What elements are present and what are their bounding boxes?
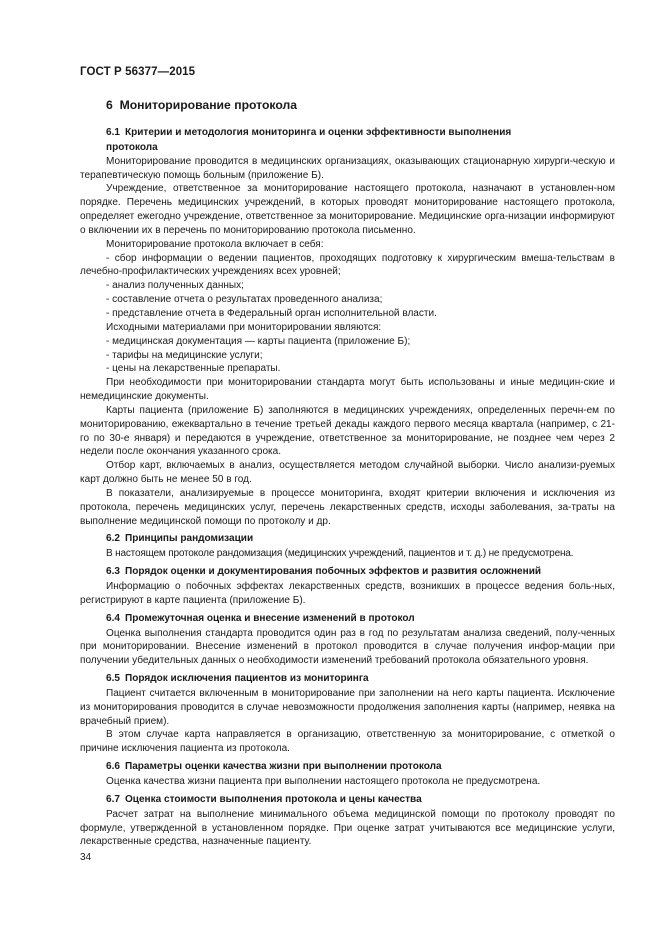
subsection-number: 6.7 — [106, 793, 120, 805]
subsection-title-line2: протокола — [106, 141, 158, 153]
list-item: - составление отчета о результатах проведенного анализа; — [106, 294, 383, 306]
document-body — [80, 98, 615, 849]
subsection-heading-6-1 — [80, 126, 615, 140]
paragraph: Информацию о побочных эффектах лекарственных средств, возникших в процессе ведения боль-ных, регистрируют в карте пациента (приложение Б). — [80, 581, 615, 606]
subsection-title: Порядок оценки и документирования побочных эффектов и развития осложнений — [124, 566, 542, 578]
subsection-number: 6.4 — [106, 612, 120, 624]
list-item: - цены на лекарственные препараты. — [106, 363, 281, 375]
list-item: - тарифы на медицинские услуги; — [106, 349, 263, 361]
paragraph: Исходными материалами при мониторировании являются: — [106, 321, 382, 333]
paragraph: В этом случае карта направляется в организацию, ответственную за мониторирование, с отметкой о причине исключения пациента из протокола. — [80, 729, 615, 755]
subsection-heading-6-1-cont — [80, 141, 615, 155]
paragraph: Учреждение, ответственное за мониторирование настоящего протокола, назначают в установлен-ном порядке. Перечень медицинских учреждений, в которых проводят мониторирование настоящего протокола, определяет ежегодно учреждение, ответственное за мониторирование. Медицинские орга-низации информируют о включении их в перечень по мониторированию протокола письменно. — [80, 183, 615, 236]
paragraph: Отбор карт, включаемых в анализ, осуществляется методом случайной выборки. Число анализи-руемых карт должно быть не менее 50 в год. — [80, 460, 615, 486]
paragraph: В настоящем протоколе рандомизация (медицинских учреждений, пациентов и т. д.) не предусмотрена. — [106, 548, 574, 560]
document-code: ГОСТ Р 56377—2015 — [80, 66, 196, 78]
subsection-title: Оценка стоимости выполнения протокола и цены качества — [124, 793, 422, 805]
paragraph: Пациент считается включенным в мониторирование при заполнении на него карты пациента. Исключение из мониторирования проводится в случае невозможности продолжения заполнения карты (например, неявка на врачебный прием). — [80, 687, 615, 727]
subsection-heading-6-6 — [80, 760, 615, 774]
paragraph: Мониторирование протокола включает в себя: — [106, 238, 324, 250]
paragraph: Оценка выполнения стандарта проводится один раз в год по результатам анализа сведений, полу-ченных при мониторировании. Внесение изменений в протокол проводится в случае получения инфор-мации при получении убедительных данных о необходимости изменений требований протокола обязательного уровня. — [80, 627, 615, 667]
paragraph: В показатели, анализируемые в процессе мониторинга, входят критерии включения и исключения из протокола, перечень медицинских услуг, перечень лекарственных средств, исходы заболевания, за-траты на выполнение медицинской помощи по протоколу и др. — [80, 487, 615, 527]
subsection-heading-6-3 — [80, 565, 615, 579]
paragraph: При необходимости при мониторировании стандарта могут быть использованы и иные медицин-ские и немедицинские документы. — [80, 377, 615, 403]
paragraph: Карты пациента (приложение Б) заполняются в медицинских учреждениях, определенных перечн-ем по мониторированию, ежеквартально в течение третьей декады каждого первого месяца квартала (например, с 21-го по 30-е января) и передаются в учреждение, ответственное за мониторирование, не позднее чем через 2 недели после окончания указанного срока. — [80, 404, 615, 458]
subsection-number: 6.3 — [106, 566, 120, 578]
section-number: 6 — [106, 98, 113, 112]
list-item: - анализ полученных данных; — [106, 280, 244, 292]
section-heading — [106, 98, 615, 113]
subsection-title-line1: Критерии и методология мониторинга и оценки эффективности выполнения — [124, 127, 512, 138]
subsection-heading-6-4 — [80, 612, 615, 626]
subsection-title: Принципы рандомизации — [124, 533, 254, 545]
subsection-title: Промежуточная оценка и внесение изменений в протокол — [124, 612, 415, 624]
list-item: - представление отчета в Федеральный орган исполнительной власти. — [106, 307, 437, 319]
page-number: 34 — [80, 852, 92, 863]
paragraph: Расчет затрат на выполнение минимального объема медицинской помощи по протоколу проводят по формуле, утвержденной в установленном порядке. При оценке затрат учитываются все медицинские услуги, лекарственные средства, назначенные пациенту. — [80, 808, 615, 848]
subsection-number: 6.1 — [106, 127, 120, 138]
section-title: Мониторирование протокола — [119, 98, 298, 112]
subsection-number: 6.5 — [106, 673, 120, 685]
subsection-heading-6-2 — [80, 532, 615, 546]
subsection-title: Параметры оценки качества жизни при выполнении протокола — [124, 761, 442, 773]
list-item: - сбор информации о ведении пациентов, проходящих подготовку к хирургическим вмеша-тельствам в лечебно-профилактических учреждениях всех уровней; — [80, 252, 615, 278]
paragraph: Оценка качества жизни пациента при выполнении настоящего протокола не предусмотрена. — [106, 775, 541, 787]
subsection-number: 6.2 — [106, 533, 120, 545]
paragraph: Мониторирование проводится в медицинских организациях, оказывающих стационарную хирурги-ческую и терапевтическую помощь больным (приложение Б). — [80, 155, 615, 181]
subsection-title: Порядок исключения пациентов из мониторинга — [124, 673, 369, 685]
list-item: - медицинская документация — карты пациента (приложение Б); — [106, 335, 411, 347]
subsection-number: 6.6 — [106, 761, 120, 773]
subsection-heading-6-5 — [80, 672, 615, 686]
subsection-heading-6-7 — [80, 793, 615, 807]
